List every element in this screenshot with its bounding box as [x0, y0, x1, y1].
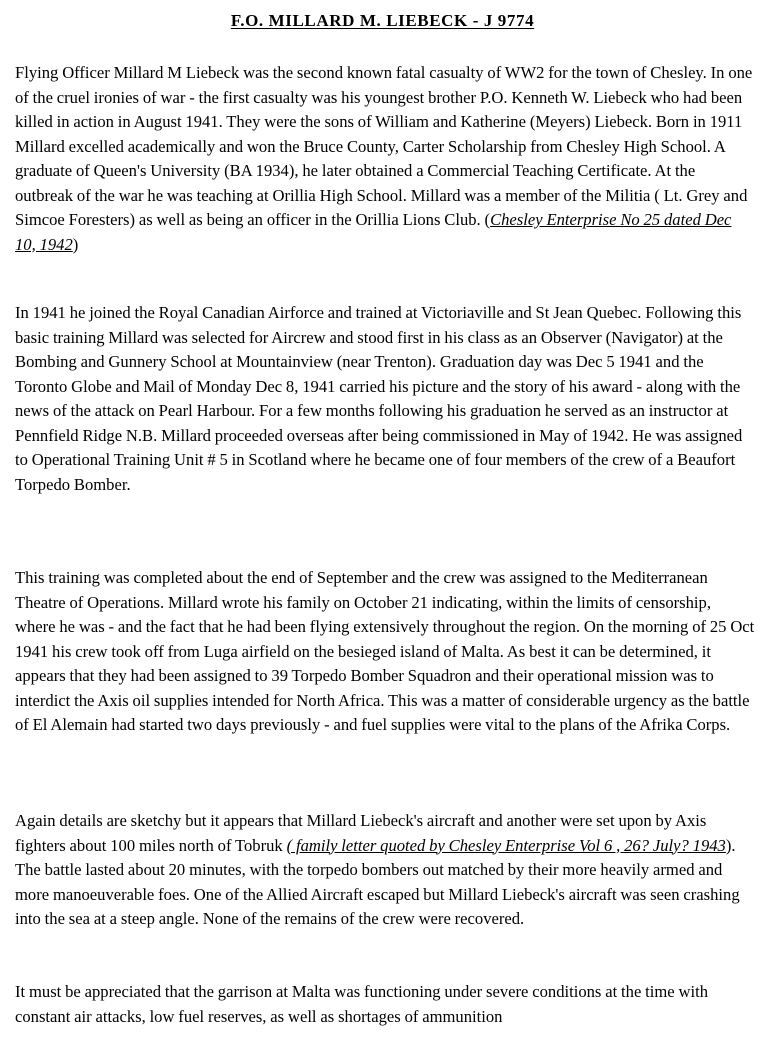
paragraph-text: In 1941 he joined the Royal Canadian Airforce and trained at Victoriaville and St Jean Quebec. Following this basic training Millard was selected for Aircrew and stood first in his class as an Observer (Navigator) at the Bombing and Gunnery School at Mountainview (near Trenton). Graduation day was Dec 5 1941 and the Toronto Globe and Mail of Monday Dec 8, 1941 carried his picture and the story of his award - along with the news of the attack on Pearl Harbour. For a few months following his graduation he served as an instructor at Pennfield Ridge N.B. Millard proceeded overseas after being commissioned in May of 1942. He was assigned to Operational Training Unit # 5 in Scotland where he became one of four members of the crew of a Beaufort Torpedo Bomber.: [15, 303, 743, 494]
paragraph-malta-garrison: [15, 980, 755, 1029]
paragraph-text: This training was completed about the end of September and the crew was assigned to the Mediterranean Theatre of Operations. Millard wrote his family on October 21 indicating, within the limits of censorship, where he was - and the fact that he had been flying extensively throughout the region. On the morning of 25 Oct 1941 his crew took off from Luga airfield on the besieged island of Malta. As best it can be determined, it appears that they had been assigned to 39 Torpedo Bomber Squadron and their operational mission was to interdict the Axis oil supplies intended for North Africa. This was a matter of considerable urgency as the battle of El Alemain had started two days previously - and fuel supplies were vital to the plans of the Afrika Corps.: [15, 568, 755, 734]
paragraph-training: [15, 301, 755, 497]
paragraph-text: Again details are sketchy but it appears that Millard Liebeck's aircraft and another were set upon by Axis fighters about 100 miles north of Tobruk: [15, 811, 707, 855]
paragraph-final-battle: [15, 809, 755, 932]
paragraph-text-closing: ): [72, 234, 79, 254]
page-title: [0, 10, 765, 32]
citation-family-letter-1943: ( family letter quoted by Chesley Enterprise Vol 6 , 26? July? 1943: [286, 835, 726, 855]
page-title-text: F.O. MILLARD M. LIEBECK - J 9774: [230, 11, 535, 30]
paragraph-text: It must be appreciated that the garrison at Malta was functioning under severe conditions at the time with constant air attacks, low fuel reserves, as well as shortages of ammunition: [15, 982, 709, 1026]
paragraph-mediterranean: [15, 566, 755, 738]
citation-chesley-enterprise-1942: Chesley Enterprise No 25 dated Dec 10, 1942: [15, 210, 732, 254]
paragraph-text-continued: ). The battle lasted about 20 minutes, with the torpedo bombers out matched by their more heavily armed and more manoeuverable foes. One of the Allied Aircraft escaped but Millard Liebeck's aircraft was seen crashing into the sea at a steep angle. None of the remains of the crew were recovered.: [15, 835, 740, 928]
paragraph-biography: [15, 61, 755, 257]
paragraph-text: Flying Officer Millard M Liebeck was the second known fatal casualty of WW2 for the town of Chesley. In one of the cruel ironies of war - the first casualty was his youngest brother P.O. Kenneth W. Liebeck who had been killed in action in August 1941. They were the sons of William and Katherine (Meyers) Liebeck. Born in 1911 Millard excelled academically and won the Bruce County, Carter Scholarship from Chesley High School. A graduate of Queen's University (BA 1934), he later obtained a Commercial Teaching Certificate. At the outbreak of the war he was teaching at Orillia High School. Millard was a member of the Militia ( Lt. Grey and Simcoe Foresters) as well as being an officer in the Orillia Lions Club. (: [15, 63, 753, 229]
